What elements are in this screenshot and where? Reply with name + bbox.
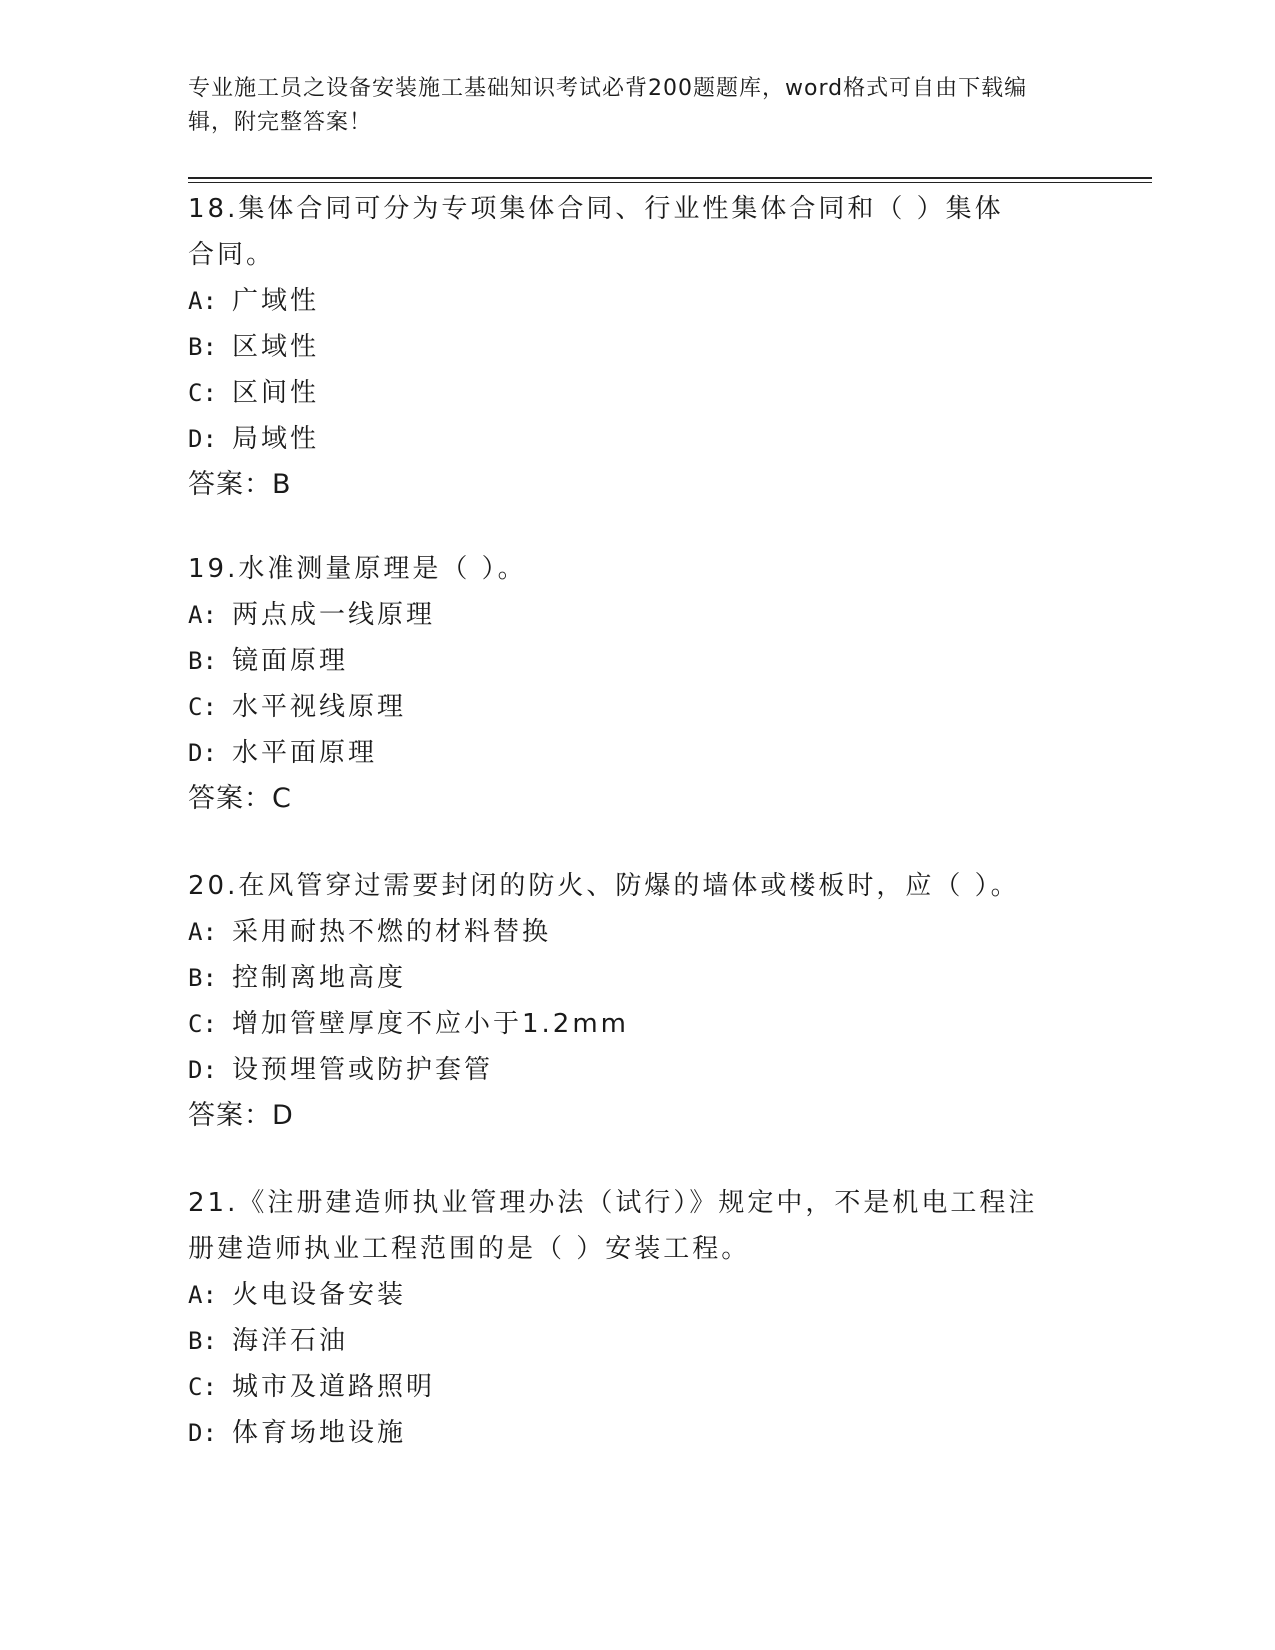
option-d	[188, 1047, 1088, 1093]
option-text: 区域性	[232, 332, 320, 362]
option-a	[188, 592, 1088, 638]
option-c	[188, 684, 1088, 730]
option-d	[188, 416, 1088, 462]
question-stem: 18.集体合同可分为专项集体合同、行业性集体合同和（ ）集体合同。	[188, 194, 1004, 270]
option-key: A:	[188, 601, 217, 629]
option-key: C:	[188, 693, 217, 721]
option-text: 水平视线原理	[232, 692, 407, 722]
option-text: 水平面原理	[232, 738, 378, 768]
option-b	[188, 1318, 1088, 1364]
option-b	[188, 638, 1088, 684]
header-divider	[188, 177, 1152, 183]
option-c	[188, 1364, 1088, 1410]
question-20	[188, 863, 1088, 1139]
option-b	[188, 955, 1088, 1001]
header-title: 专业施工员之设备安装施工基础知识考试必背200题题库，word格式可自由下载编辑，附完整答案！	[188, 76, 1028, 135]
option-b	[188, 324, 1088, 370]
option-d	[188, 1410, 1088, 1456]
option-text: 镜面原理	[232, 646, 349, 676]
option-key: C:	[188, 379, 217, 407]
question-18	[188, 186, 1088, 508]
option-a	[188, 1272, 1088, 1318]
document-header	[188, 72, 1068, 140]
option-d	[188, 730, 1088, 776]
option-key: C:	[188, 1010, 217, 1038]
option-key: A:	[188, 1281, 217, 1309]
option-text: 局域性	[232, 424, 320, 454]
option-text: 设预埋管或防护套管	[232, 1055, 494, 1085]
option-text: 区间性	[232, 378, 320, 408]
option-c	[188, 1001, 1088, 1047]
option-key: C:	[188, 1373, 217, 1401]
option-text: 城市及道路照明	[232, 1372, 436, 1402]
question-stem: 20.在风管穿过需要封闭的防火、防爆的墙体或楼板时，应（ ）。	[188, 871, 1020, 901]
question-stem: 19.水准测量原理是（ ）。	[188, 554, 527, 584]
option-a	[188, 278, 1088, 324]
option-key: A:	[188, 918, 217, 946]
option-key: A:	[188, 287, 217, 315]
option-text: 采用耐热不燃的材料替换	[232, 917, 552, 947]
question-stem: 21.《注册建造师执业管理办法（试行）》规定中，不是机电工程注册建造师执业工程范围的是（ ）安装工程。	[188, 1188, 1038, 1264]
answer-line: 答案：C	[188, 783, 292, 814]
option-key: D:	[188, 1419, 217, 1447]
option-text: 体育场地设施	[232, 1418, 407, 1448]
option-key: B:	[188, 964, 217, 992]
option-key: D:	[188, 425, 217, 453]
answer-line: 答案：B	[188, 469, 292, 500]
option-text: 海洋石油	[232, 1326, 349, 1356]
question-21	[188, 1180, 1088, 1456]
option-c	[188, 370, 1088, 416]
option-text: 两点成一线原理	[232, 600, 436, 630]
option-key: B:	[188, 647, 217, 675]
option-text: 广域性	[232, 286, 320, 316]
option-a	[188, 909, 1088, 955]
option-text: 控制离地高度	[232, 963, 407, 993]
option-key: B:	[188, 333, 217, 361]
question-19	[188, 546, 1088, 822]
option-text: 火电设备安装	[232, 1280, 407, 1310]
answer-line: 答案：D	[188, 1100, 294, 1131]
option-key: D:	[188, 1056, 217, 1084]
option-text: 增加管壁厚度不应小于1.2mm	[232, 1009, 630, 1039]
option-key: D:	[188, 739, 217, 767]
option-key: B:	[188, 1327, 217, 1355]
